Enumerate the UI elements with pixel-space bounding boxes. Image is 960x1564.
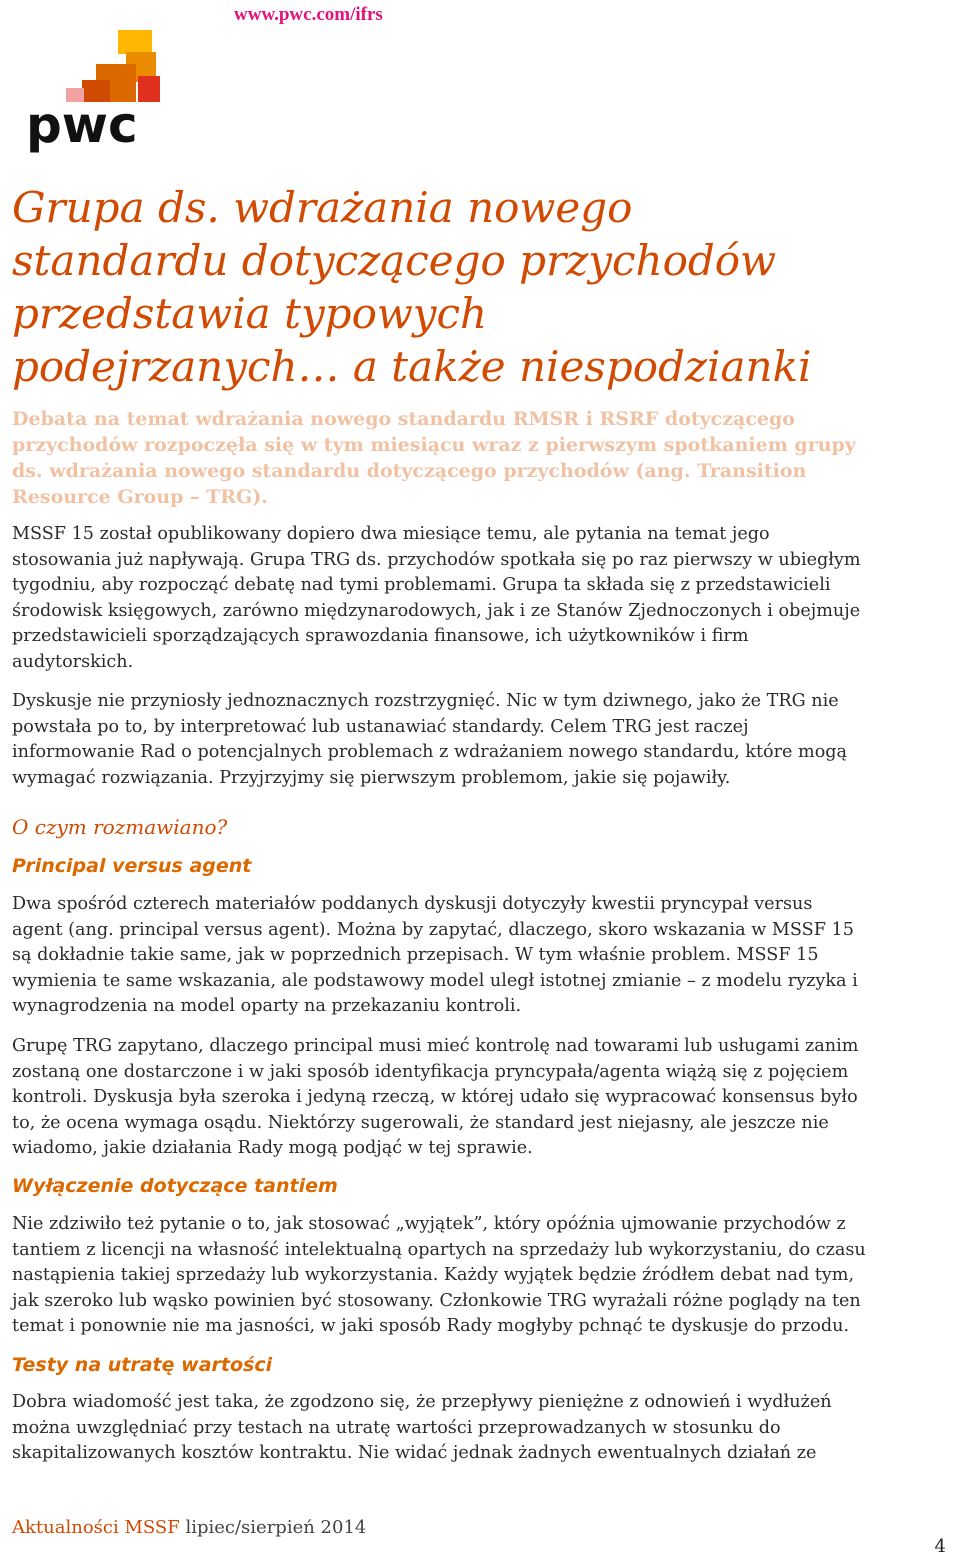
pwc-logo	[26, 30, 186, 160]
footer-publication-name: Aktualności MSSF	[12, 1517, 180, 1538]
text-line: to, że ocena wymaga osądu. Niektórzy sugerowali, że standard jest niejasny, ale jeszcze nie	[12, 1112, 829, 1133]
page-number: 4	[934, 1536, 946, 1557]
text-line: agent (ang. principal versus agent). Można by zapytać, dlaczego, skoro wskazania w MSSF 15	[12, 919, 854, 940]
text-line: powstała po to, by interpretować lub ustanawiać standardy. Celem TRG jest raczej	[12, 716, 749, 737]
text-line: wymienia te same wskazania, ale podstawowy model uległ istotnej zmianie – z modelu ryzyka i	[12, 970, 858, 991]
subheading-impairment: Testy na utratę wartości	[12, 1354, 273, 1376]
lead-line: Resource Group – TRG).	[12, 486, 268, 508]
text-line: środowisk księgowych, zarówno międzynarodowych, jak i ze Stanów Zjednoczonych i obejmuje	[12, 600, 861, 621]
text-line: wymagać rozwiązania. Przyjrzyjmy się pierwszym problemom, jakie się pojawiły.	[12, 767, 731, 788]
logo-block-red	[138, 76, 160, 102]
text-line: audytorskich.	[12, 651, 134, 672]
text-line: Grupę TRG zapytano, dlaczego principal musi mieć kontrolę nad towarami lub usługami zanim	[12, 1036, 859, 1056]
text-line: MSSF 15 został opublikowany dopiero dwa miesiące temu, ale pytania na temat jego	[12, 524, 770, 544]
text-line: nastąpienia takiej sprzedaży lub wykorzystania. Każdy wyjątek będzie źródłem debat nad tym,	[12, 1265, 855, 1285]
text-line: są dokładnie takie same, jak w poprzednich przepisach. W tym właśnie problem. MSSF 15	[12, 945, 819, 965]
paragraph-impairment	[12, 1390, 957, 1467]
subheading-principal-agent: Principal versus agent	[12, 855, 252, 877]
lead-paragraph	[12, 406, 952, 510]
website-url-link[interactable]: www.pwc.com/ifrs	[234, 4, 383, 25]
title-line: standardu dotyczącego przychodów	[12, 236, 776, 285]
text-line: przedstawicieli sporządzających sprawozdania finansowe, ich użytkowników i firm	[12, 626, 749, 646]
logo-block-yellow	[118, 30, 152, 54]
text-line: Dyskusje nie przyniosły jednoznacznych rozstrzygnięć. Nic w tym dziwnego, jako że TRG nie	[12, 691, 839, 711]
paragraph-royalties	[12, 1212, 957, 1340]
text-line: stosowania już napływają. Grupa TRG ds. przychodów spotkała się po raz pierwszy w ubiegłym	[12, 549, 861, 570]
article-title	[12, 181, 957, 393]
text-line: wiadomo, jakie działania Rady mogą podjąć w tej sprawie.	[12, 1138, 533, 1158]
text-line: temat i ponownie nie ma jasności, w jaki sposób Rady mogłyby pchnąć te dyskusje do przodu.	[12, 1316, 850, 1336]
paragraph-discussions	[12, 689, 957, 791]
text-line: wynagrodzenia na model oparty na przekazaniu kontroli.	[12, 996, 522, 1016]
lead-line: przychodów rozpoczęła się w tym miesiącu wraz z pierwszym spotkaniem grupy	[12, 434, 856, 456]
logo-wordmark: pwc	[26, 96, 138, 154]
text-line: tantiem z licencji na własność intelektualną opartych na sprzedaży lub wykorzystaniu, do czasu	[12, 1239, 866, 1260]
title-line: Grupa ds. wdrażania nowego	[12, 183, 633, 232]
title-line: przedstawia typowych	[12, 289, 488, 338]
text-line: Dwa spośród czterech materiałów poddanych dyskusji dotyczyły kwestii pryncypał versus	[12, 894, 813, 914]
paragraph-principal-agent	[12, 892, 957, 1020]
text-line: Nie zdziwiło też pytanie o to, jak stosować „wyjątek”, który opóźnia ujmowanie przychodów z	[12, 1214, 846, 1234]
text-line: skapitalizowanych kosztów kontraktu. Nie widać jednak żadnych ewentualnych działań ze	[12, 1443, 817, 1463]
footer-issue: lipiec/sierpień 2014	[185, 1517, 367, 1538]
paragraph-intro	[12, 522, 957, 675]
lead-line: ds. wdrażania nowego standardu dotyczącego przychodów (ang. Transition	[12, 460, 807, 482]
text-line: jak szeroko lub wąsko powinien być stosowany. Członkowie TRG wyrażali różne poglądy na ten	[12, 1290, 861, 1311]
text-line: informowanie Rad o potencjalnych problemach z wdrażaniem nowego standardu, które mogą	[12, 742, 848, 762]
footer-publication	[12, 1517, 366, 1538]
paragraph-control	[12, 1034, 957, 1162]
text-line: tygodniu, aby rozpocząć debatę nad tymi problemami. Grupa ta składa się z przedstawicieli	[12, 575, 831, 595]
text-line: Dobra wiadomość jest taka, że zgodzono się, że przepływy pieniężne z odnowień i wydłużeń	[12, 1392, 832, 1412]
text-line: można uwzględniać przy testach na utratę wartości przeprowadzanych w stosunku do	[12, 1417, 781, 1438]
subheading-royalties: Wyłączenie dotyczące tantiem	[12, 1175, 338, 1197]
section-heading: O czym rozmawiano?	[12, 815, 228, 839]
text-line: kontroli. Dyskusja była szeroka i jedyną rzeczą, w której udało się wypracować konsensus było	[12, 1087, 858, 1107]
text-line: zostaną one dostarczone i w jaki sposób identyfikacja pryncypała/agenta wiążą się z pojęciem	[12, 1061, 849, 1082]
title-line: podejrzanych… a także niespodzianki	[12, 342, 812, 391]
lead-line: Debata na temat wdrażania nowego standardu RMSR i RSRF dotyczącego	[12, 408, 795, 430]
